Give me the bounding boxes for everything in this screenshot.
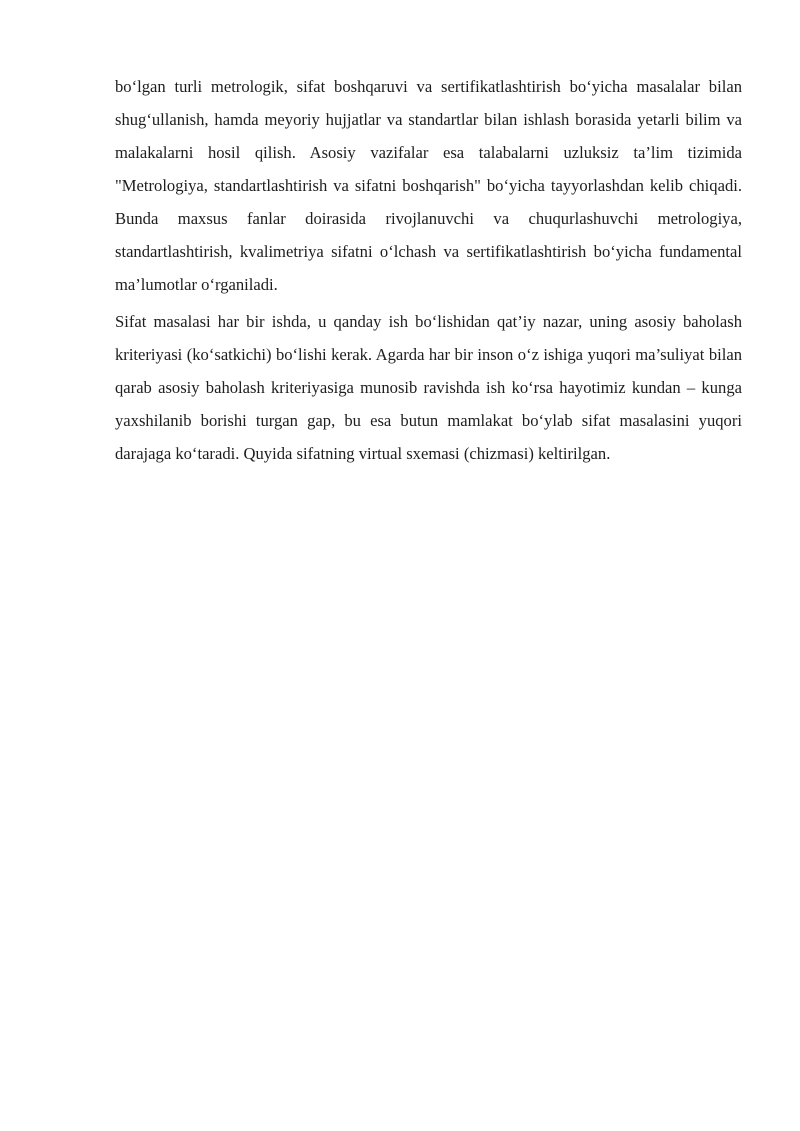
paragraph-1: bo‘lgan turli metrologik, sifat boshqaruvi va sertifikatlashtirish bo‘yicha masalalar bilan shug‘ullanish, hamda meyoriy hujjatlar va standartlar bilan ishlash borasida yetarli bilim va malakalarni hosil qilish. Asosiy vazifalar esa talabalarni uzluksiz ta’lim tizimida "Metrologiya, standartlashtirish va sifatni boshqarish" bo‘yicha tayyorlashdan kelib chiqadi. Bunda maxsus fanlar doirasida rivojlanuvchi va chuqurlashuvchi metrologiya, standartlashtirish, kvalimetriya sifatni o‘lchash va sertifikatlashtirish bo‘yicha fundamental ma’lumotlar o‘rganiladi.	[115, 77, 742, 294]
paragraph-2: Sifat masalasi har bir ishda, u qanday ish bo‘lishidan qat’iy nazar, uning asosiy baholash kriteriyasi (ko‘satkichi) bo‘lishi kerak. Agarda har bir inson o‘z ishiga yuqori ma’suliyat bilan qarab asosiy baholash kriteriyasiga munosib ravishda ish ko‘rsa hayotimiz kundan – kunga yaxshilanib borishi turgan gap, bu esa butun mamlakat bo‘ylab sifat masalasini yuqori darajaga ko‘taradi. Quyida sifatning virtual sxemasi (chizmasi) keltirilgan.	[115, 312, 742, 463]
body-text	[115, 70, 742, 470]
